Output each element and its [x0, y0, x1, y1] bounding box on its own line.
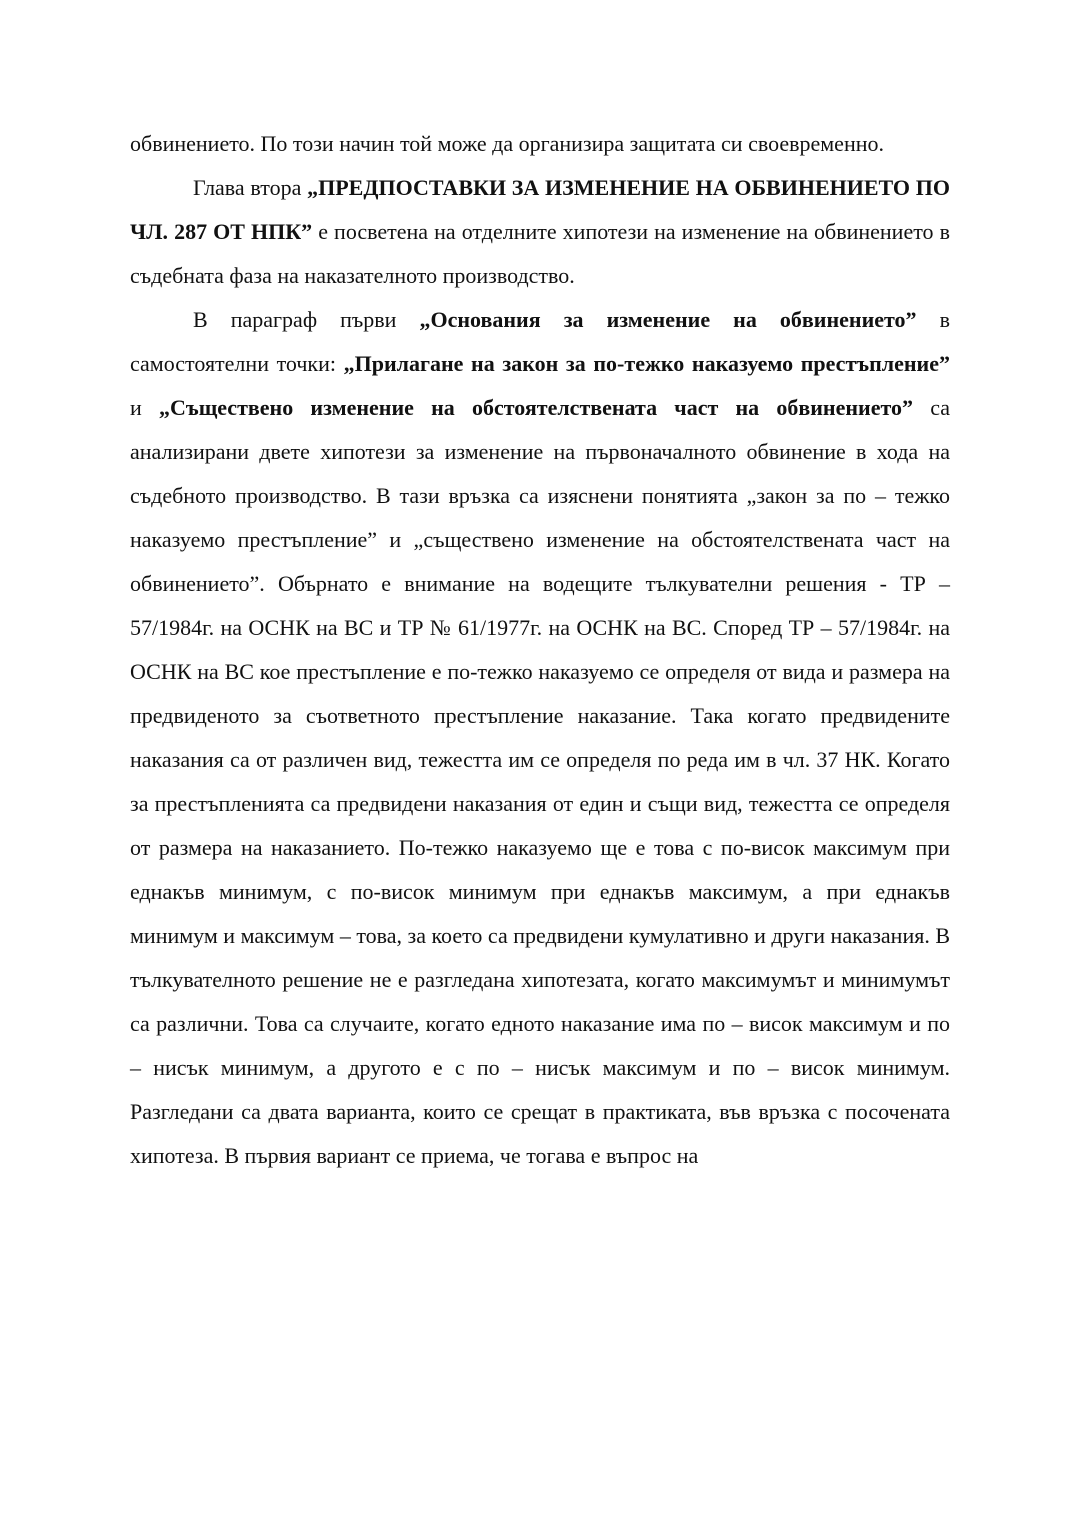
paragraph-2: [130, 166, 950, 298]
paragraph-3-text-b: и: [130, 395, 159, 420]
document-page: [130, 122, 950, 1178]
paragraph-3-text-a: в самостоятелни точки:: [130, 307, 950, 376]
paragraph-1: [130, 122, 950, 166]
chapter-two-title: „ПРЕДПОСТАВКИ ЗА ИЗМЕНЕНИЕ НА ОБВИНЕНИЕТО ПО ЧЛ. 287 ОТ НПК”: [130, 175, 950, 244]
paragraph-3: [130, 298, 950, 1178]
paragraph-3-body: са анализирани двете хипотези за изменение на първоначалното обвинение в хода на съдебното производство. В тази връзка са изяснени понятията „закон за по – тежко наказуемо престъпление” и „съществено изменение на обстоятелствената част на обвинението”. Обърнато е внимание на водещите тълкувателни решения - ТР – 57/1984г. на ОСНК на ВС и ТР № 61/1977г. на ОСНК на ВС. Според ТР – 57/1984г. на ОСНК на ВС кое престъпление е по-тежко наказуемо се определя от вида и размера на предвиденото за съответното престъпление наказание. Така когато предвидените наказания са от различен вид, тежестта им се определя по реда им в чл. 37 НК. Когато за престъпленията са предвидени наказания от един и същи вид, тежестта се определя от размера на наказанието. По-тежко наказуемо ще е това с по-висок максимум при еднакъв минимум, с по-висок минимум при еднакъв максимум, а при еднакъв минимум и максимум – това, за което са предвидени кумулативно и други наказания. В тълкувателното решение не е разгледана хипотезата, когато максимумът и минимумът са различни. Това са случаите, когато едното наказание има по – висок максимум и по – нисък минимум, а другото е с по – нисък максимум и по – висок минимум. Разгледани са двата варианта, които се срещат в практиката, във връзка с посочената хипотеза. В първия вариант се приема, че тогава е въпрос на: [130, 395, 951, 1168]
paragraph-2-intro: Глава втора: [193, 175, 308, 200]
point-one-title: „Прилагане на закон за по-тежко наказуемо престъпление”: [343, 351, 950, 376]
paragraph-1-text: обвинението. По този начин той може да организира защитата си своевременно.: [130, 131, 884, 156]
point-two-title: „Съществено изменение на обстоятелствената част на обвинението”: [158, 395, 913, 420]
section-one-title: „Основания за изменение на обвинението”: [419, 307, 917, 332]
paragraph-3-intro: В параграф първи: [193, 307, 420, 332]
paragraph-2-text: е посветена на отделните хипотези на изменение на обвинението в съдебната фаза на наказателното производство.: [130, 219, 950, 288]
